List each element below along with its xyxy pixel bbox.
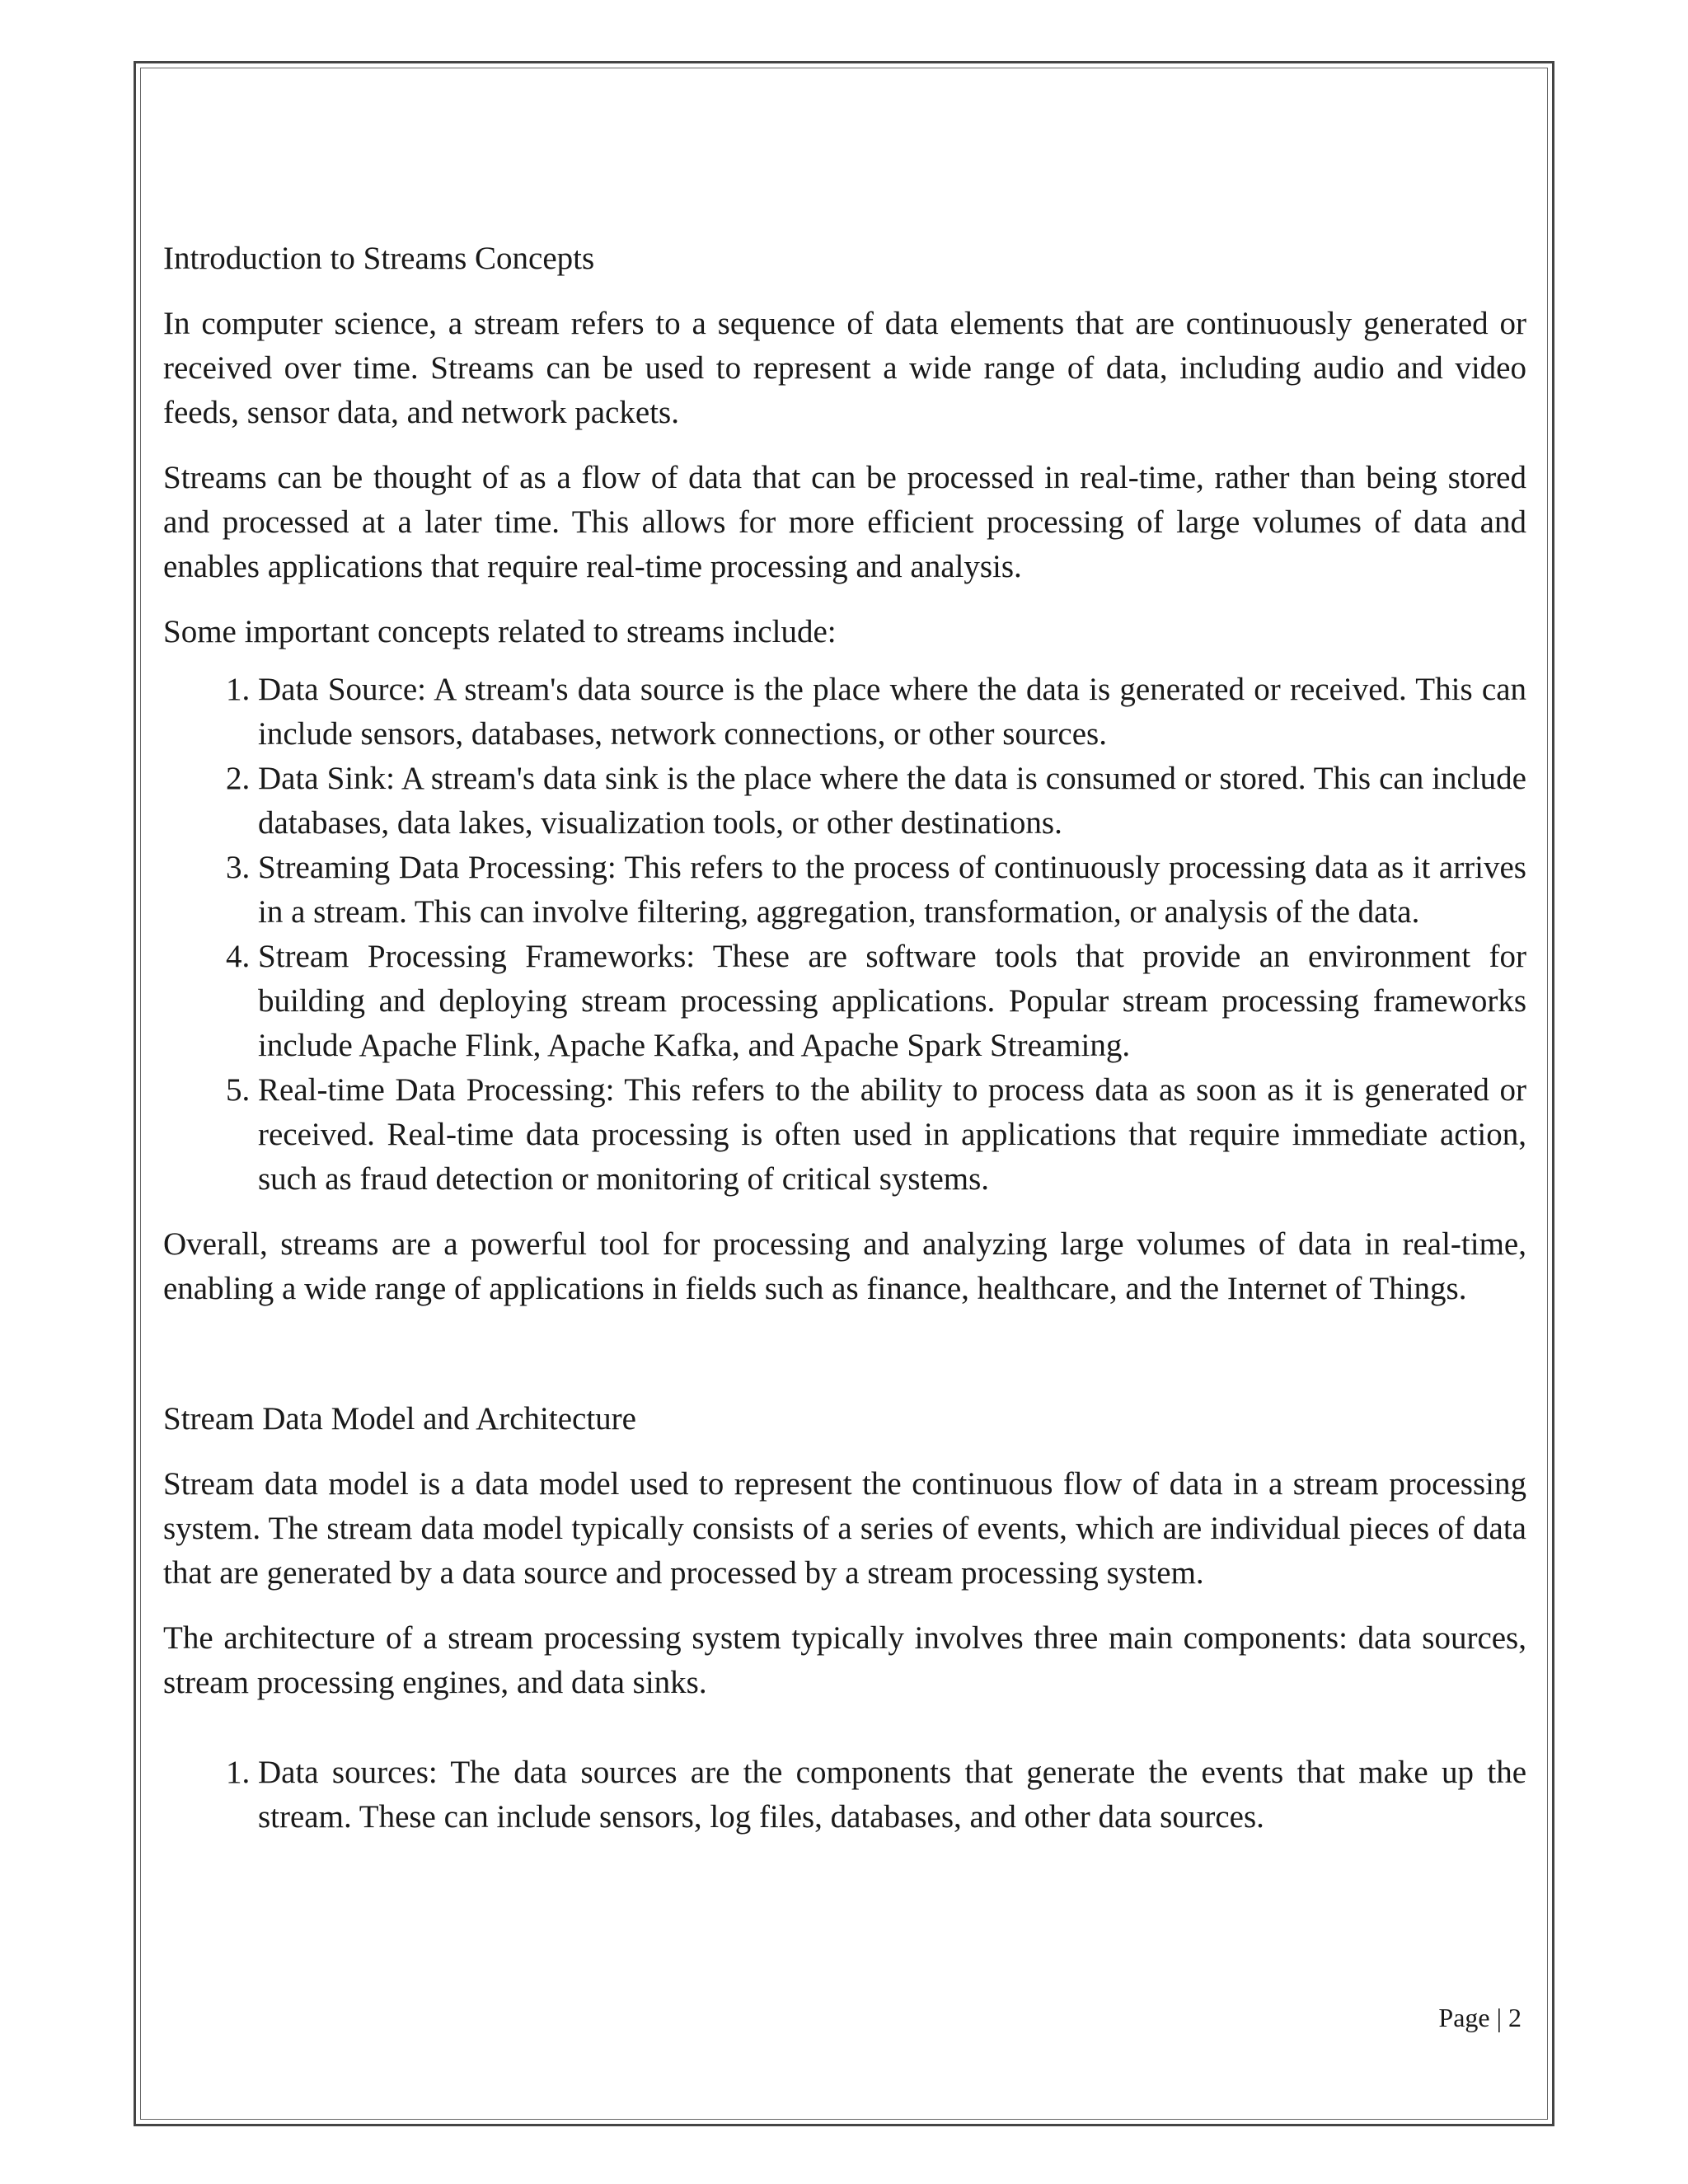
list-item-data-source: 1. Data Source: A stream's data source is the place where the data is generated or received. This can include sensors, databases, network connections, or other sources.	[258, 668, 1526, 757]
list-item-real-time-processing: 5. Real-time Data Processing: This refers to the ability to process data as soon as it is generated or received. Real-time data processing is often used in applications that require immediate action, such as fraud detection or monitoring of critical systems.	[258, 1068, 1526, 1202]
architecture-list	[163, 1750, 1526, 1840]
paragraph-overall: Overall, streams are a powerful tool for processing and analyzing large volumes of data in real-time, enabling a wide range of applications in fields such as finance, healthcare, and the Internet of Things.	[163, 1226, 1526, 1306]
list-item-data-sink: 2. Data Sink: A stream's data sink is the place where the data is consumed or stored. This can include databases, data lakes, visualization tools, or other destinations.	[258, 757, 1526, 846]
section-spacer	[163, 1332, 1526, 1397]
list-spacer	[163, 1726, 1526, 1750]
list-item-data-sources: 1. Data sources: The data sources are the components that generate the events that make up the stream. These can include sensors, log files, databases, and other data sources.	[258, 1750, 1526, 1840]
document-body	[163, 237, 1526, 1860]
paragraph-data-model: Stream data model is a data model used to represent the continuous flow of data in a stream processing system. The stream data model typically consists of a series of events, which are individual pieces of data that are generated by a data source and processed by a stream processing system.	[163, 1466, 1526, 1591]
list-item-stream-processing-frameworks: 4. Stream Processing Frameworks: These are software tools that provide an environment for building and deploying stream processing applications. Popular stream processing frameworks include Apache Flink, Apache Kafka, and Apache Spark Streaming.	[258, 935, 1526, 1068]
paragraph-architecture: The architecture of a stream processing system typically involves three main components: data sources, stream processing engines, and data sinks.	[163, 1620, 1526, 1700]
section-heading-data-model: Stream Data Model and Architecture	[163, 1401, 636, 1436]
paragraph-stream-definition: In computer science, a stream refers to a sequence of data elements that are continuously generated or received over time. Streams can be used to represent a wide range of data, including audio and video feeds, sensor data, and network packets.	[163, 306, 1526, 430]
paragraph-concepts-intro: Some important concepts related to streams include:	[163, 614, 837, 649]
section-heading-streams-concepts: Introduction to Streams Concepts	[163, 241, 595, 276]
paragraph-stream-flow: Streams can be thought of as a flow of data that can be processed in real-time, rather than being stored and processed at a later time. This allows for more efficient processing of large volumes of data and enables applications that require real-time processing and analysis.	[163, 460, 1526, 584]
page-number: Page | 2	[1438, 2003, 1522, 2032]
concepts-list	[163, 668, 1526, 1202]
list-item-streaming-data-processing: 3. Streaming Data Processing: This refers to the process of continuously processing data as it arrives in a stream. This can involve filtering, aggregation, transformation, or analysis of the data.	[258, 846, 1526, 935]
